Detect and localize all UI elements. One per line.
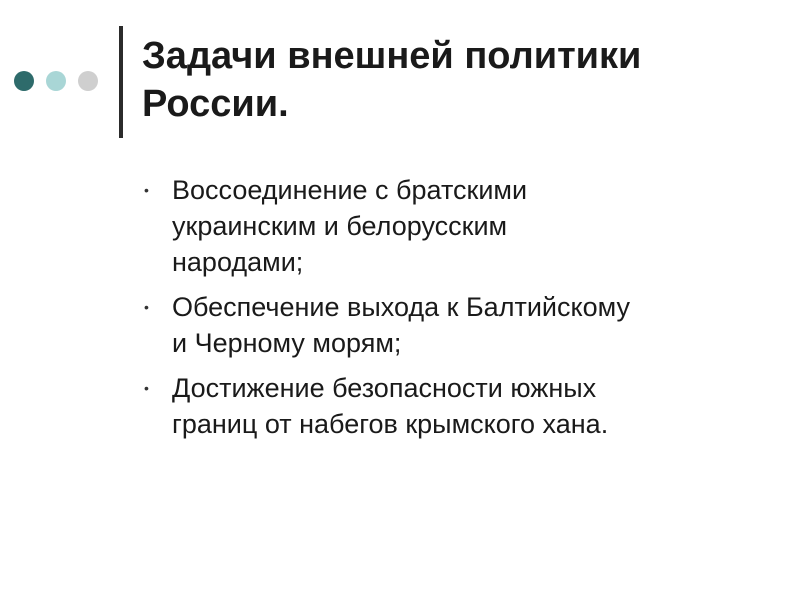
bullet-marker: • (144, 380, 149, 396)
dot-dark-teal (14, 71, 34, 91)
vertical-divider (119, 26, 123, 138)
bullet-marker: • (144, 299, 149, 315)
bullet-line: и Черному морям; (172, 328, 402, 358)
bullet-line: Воссоединение с братскими (172, 175, 528, 205)
bullet-item (142, 172, 762, 280)
bullet-line: границ от набегов крымского хана. (172, 409, 609, 439)
bullet-item (142, 370, 762, 442)
dot-light-teal (46, 71, 66, 91)
slide-title (142, 32, 762, 128)
bullet-line: народами; (172, 247, 304, 277)
dot-gray (78, 71, 98, 91)
bullet-line: Достижение безопасности южных (172, 373, 597, 403)
title-line: Задачи внешней политики (142, 35, 642, 77)
bullet-item (142, 289, 762, 361)
bullet-line: Обеспечение выхода к Балтийскому (172, 292, 630, 322)
bullet-line: украинским и белорусским (172, 211, 508, 241)
bullet-marker: • (144, 182, 149, 198)
title-line: России. (142, 83, 289, 125)
decorative-dots (14, 71, 98, 91)
bullet-list (142, 172, 762, 451)
